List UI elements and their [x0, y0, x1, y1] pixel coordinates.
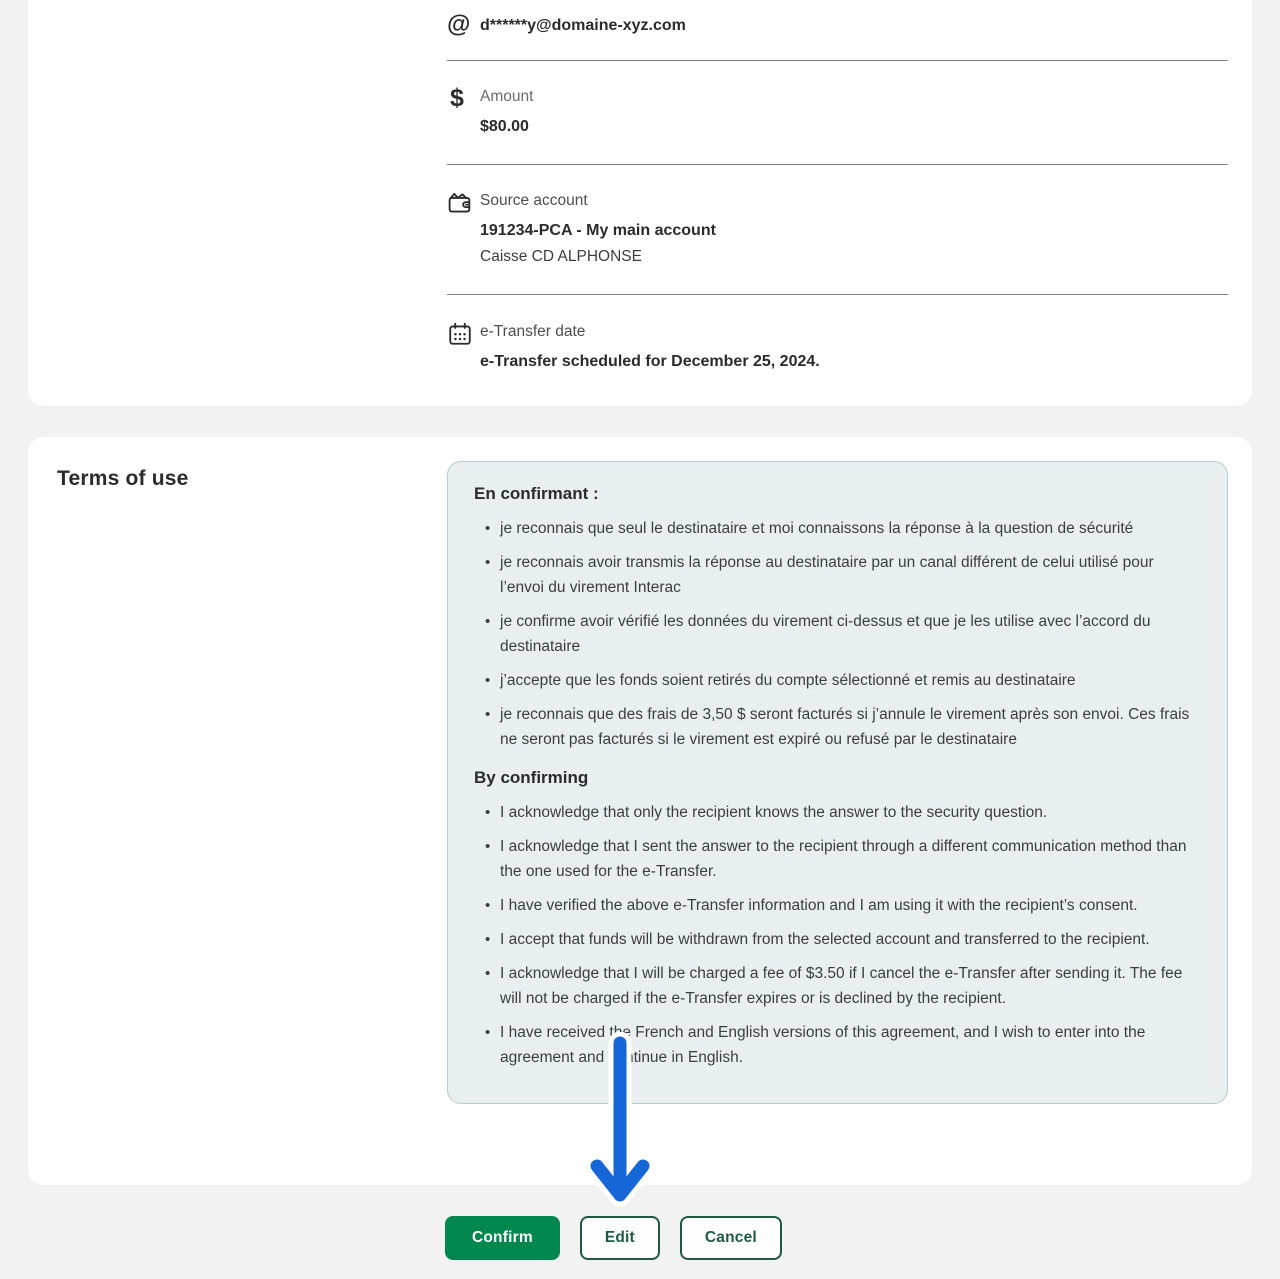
confirm-button[interactable]: Confirm	[445, 1216, 560, 1260]
list-item: • je reconnais avoir transmis la réponse au destinataire par un canal différent de celui utilisé pour l’envoi du virement Interac	[500, 550, 1201, 600]
amount-row	[447, 61, 1228, 165]
amount-label: Amount	[480, 88, 534, 105]
list-item: • je reconnais que seul le destinataire et moi connaissons la réponse à la question de sécurité	[500, 516, 1201, 541]
recipient-email-value: d******y@domaine-xyz.com	[480, 17, 686, 34]
list-item: • I have received the French and English versions of this agreement, and I wish to enter into the agreement and continue in English.	[500, 1020, 1201, 1070]
terms-english-list	[474, 800, 1201, 1070]
terms-french-heading: En confirmant :	[474, 484, 599, 503]
terms-of-use-card	[28, 437, 1252, 1185]
list-item: • I have verified the above e-Transfer information and I am using it with the recipient’s consent.	[500, 893, 1201, 918]
source-account-value: 191234-PCA - My main account	[480, 222, 716, 239]
list-item: • I acknowledge that only the recipient knows the answer to the security question.	[500, 800, 1201, 825]
list-item: • I acknowledge that I will be charged a fee of $3.50 if I cancel the e-Transfer after sending it. The fee will not be charged if the e-Transfer expires or is declined by the recipient.	[500, 961, 1201, 1011]
list-item: • I accept that funds will be withdrawn from the selected account and transferred to the recipient.	[500, 927, 1201, 952]
terms-text-box	[447, 461, 1228, 1104]
list-item: • je reconnais que des frais de 3,50 $ seront facturés si j’annule le virement après son envoi. Ces frais ne seront pas facturés si le virement est expiré ou refusé par le destinataire	[500, 702, 1201, 752]
terms-english-heading: By confirming	[474, 768, 589, 787]
dollar-icon: $	[450, 84, 464, 112]
cancel-button[interactable]: Cancel	[680, 1216, 782, 1260]
terms-french-list	[474, 516, 1201, 752]
etransfer-date-row	[447, 295, 1228, 373]
etransfer-date-label: e-Transfer date	[480, 323, 586, 340]
list-item: • je confirme avoir vérifié les données du virement ci-dessus et que je les utilise avec l’accord du destinataire	[500, 609, 1201, 659]
source-account-label: Source account	[480, 192, 588, 209]
transfer-summary-card	[28, 0, 1252, 406]
terms-of-use-heading: Terms of use	[57, 467, 189, 490]
edit-button[interactable]: Edit	[580, 1216, 660, 1260]
wallet-icon	[447, 190, 480, 216]
list-item: • j’accepte que les fonds soient retirés du compte sélectionné et remis au destinataire	[500, 668, 1201, 693]
calendar-icon	[447, 321, 480, 347]
recipient-email-row	[447, 0, 1228, 61]
at-sign-icon: @	[447, 11, 471, 38]
etransfer-date-value: e-Transfer scheduled for December 25, 2024.	[480, 353, 820, 370]
list-item: • I acknowledge that I sent the answer to the recipient through a different communication method than the one used for the e-Transfer.	[500, 834, 1201, 884]
source-account-row	[447, 165, 1228, 295]
amount-value: $80.00	[480, 118, 529, 135]
source-account-institution: Caisse CD ALPHONSE	[480, 248, 642, 265]
action-buttons-row	[445, 1216, 782, 1260]
